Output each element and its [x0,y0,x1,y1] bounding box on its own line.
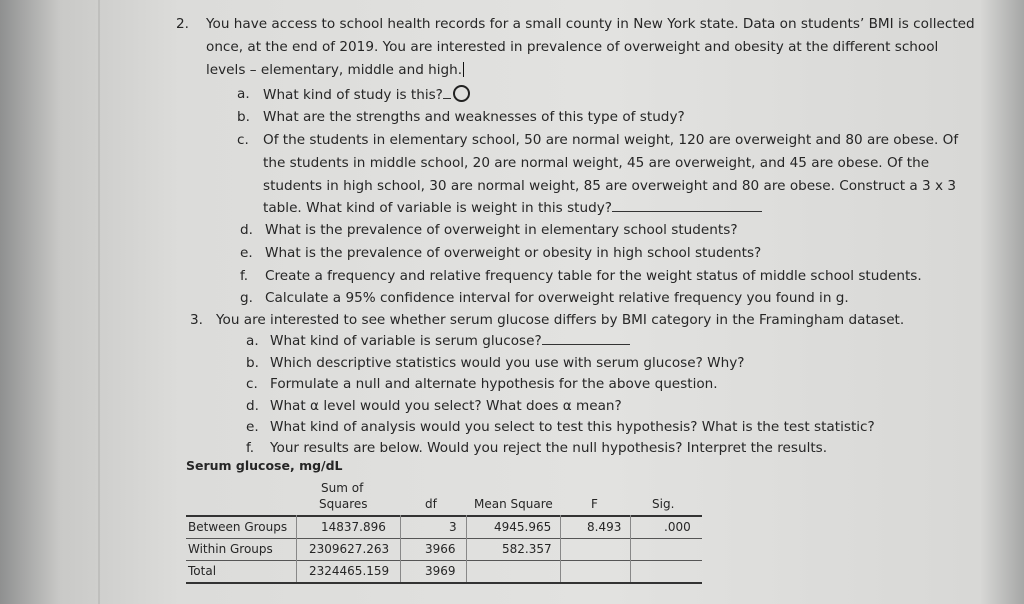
anova-caption: Serum glucose, mg/dL [186,458,343,473]
cell-ms: 582.357 [502,542,552,556]
q3-item-a-text: What kind of variable is serum glucose? [270,333,542,349]
q2-item-b-label: b. [237,109,250,125]
cell-ss: 14837.896 [321,520,386,534]
q2-item-g-label: g. [240,290,253,306]
q2-item-f-label: f. [240,268,249,284]
q2-item-b-text: What are the strengths and weaknesses of this type of study? [263,109,685,125]
q2-item-e-label: e. [240,245,253,261]
table-rule [186,560,702,561]
q2-item-c-line-2: the students in middle school, 20 are normal weight, 45 are overweight, and 45 are obese. Of the [263,155,930,171]
cell-ss: 2309627.263 [309,542,390,556]
text-cursor [463,62,464,77]
header-mean-square: Mean Square [474,497,553,511]
q3-item-e-label: e. [246,419,259,435]
question-2-number: 2. [176,16,189,32]
q2-item-a [263,85,470,104]
q2-item-c-line-3: students in high school, 30 are normal weight, 85 are overweight and 80 are obese. Construct a 3 x 3 [263,178,957,194]
circle-icon[interactable] [453,85,470,102]
q3-item-f-text: Your results are below. Would you reject the null hypothesis? Interpret the results. [270,440,828,456]
q2-item-c-label: c. [237,132,249,148]
q3-item-b-label: b. [246,355,259,371]
q2-item-c-line-1: Of the students in elementary school, 50 are normal weight, 120 are overweight and 80 are obese. Of [263,132,959,148]
q2-item-e-text: What is the prevalence of overweight or obesity in high school students? [265,245,762,261]
col-divider [630,515,631,582]
row-label: Total [188,564,217,578]
q3-item-e-text: What kind of analysis would you select to test this hypothesis? What is the test statistic? [270,419,875,435]
q2-item-c-line-4-text: table. What kind of variable is weight in this study? [263,200,612,216]
q3-item-d-label: d. [246,398,259,414]
header-sig: Sig. [652,497,675,511]
table-rule-top [186,515,702,517]
cell-df: 3969 [425,564,456,578]
q2-item-d-text: What is the prevalence of overweight in elementary school students? [265,222,738,238]
cell-ss: 2324465.159 [309,564,390,578]
col-divider [400,515,401,582]
header-sum-of-squares-line-1: Sum of [321,481,364,495]
question-2-line-3 [206,61,464,79]
q3-item-c-text: Formulate a null and alternate hypothesis for the above question. [270,376,718,392]
question-3-number: 3. [190,312,203,328]
cell-f: 8.493 [587,520,622,534]
answer-blank[interactable] [542,334,630,345]
q3-item-c-label: c. [246,376,258,392]
header-sum-of-squares-line-2: Squares [319,497,368,511]
q2-item-c-line-4 [263,199,762,217]
question-3-text: You are interested to see whether serum glucose differs by BMI category in the Framingham dataset. [216,312,905,328]
answer-blank[interactable] [443,88,451,99]
table-rule-bottom [186,582,702,584]
header-f: F [591,497,598,511]
col-divider [296,515,297,582]
q3-item-f-label: f. [246,440,255,456]
q2-item-f-text: Create a frequency and relative frequency table for the weight status of middle school students. [265,268,922,284]
row-label: Within Groups [188,542,273,556]
q2-item-a-label: a. [237,86,250,102]
row-label: Between Groups [188,520,288,534]
q2-item-g-text: Calculate a 95% confidence interval for overweight relative frequency you found in g. [265,290,849,306]
cell-sig: .000 [664,520,691,534]
cell-ms: 4945.965 [494,520,552,534]
q2-item-d-label: d. [240,222,253,238]
cell-df: 3966 [425,542,456,556]
col-divider [466,515,467,582]
q3-item-d-text: What α level would you select? What does α mean? [270,398,622,414]
table-rule [186,538,702,539]
q2-item-a-text: What kind of study is this? [263,87,443,103]
cell-df: 3 [449,520,457,534]
col-divider [560,515,561,582]
answer-blank[interactable] [612,201,762,212]
header-df: df [425,497,437,511]
q3-item-b-text: Which descriptive statistics would you use with serum glucose? Why? [270,355,745,371]
question-2-line-1: You have access to school health records for a small county in New York state. Data on students’ BMI is collected [206,16,975,32]
question-2-line-3-text: levels – elementary, middle and high. [206,62,463,78]
q3-item-a-label: a. [246,333,259,349]
question-2-line-2: once, at the end of 2019. You are interested in prevalence of overweight and obesity at the different school [206,39,939,55]
q3-item-a [270,332,630,350]
